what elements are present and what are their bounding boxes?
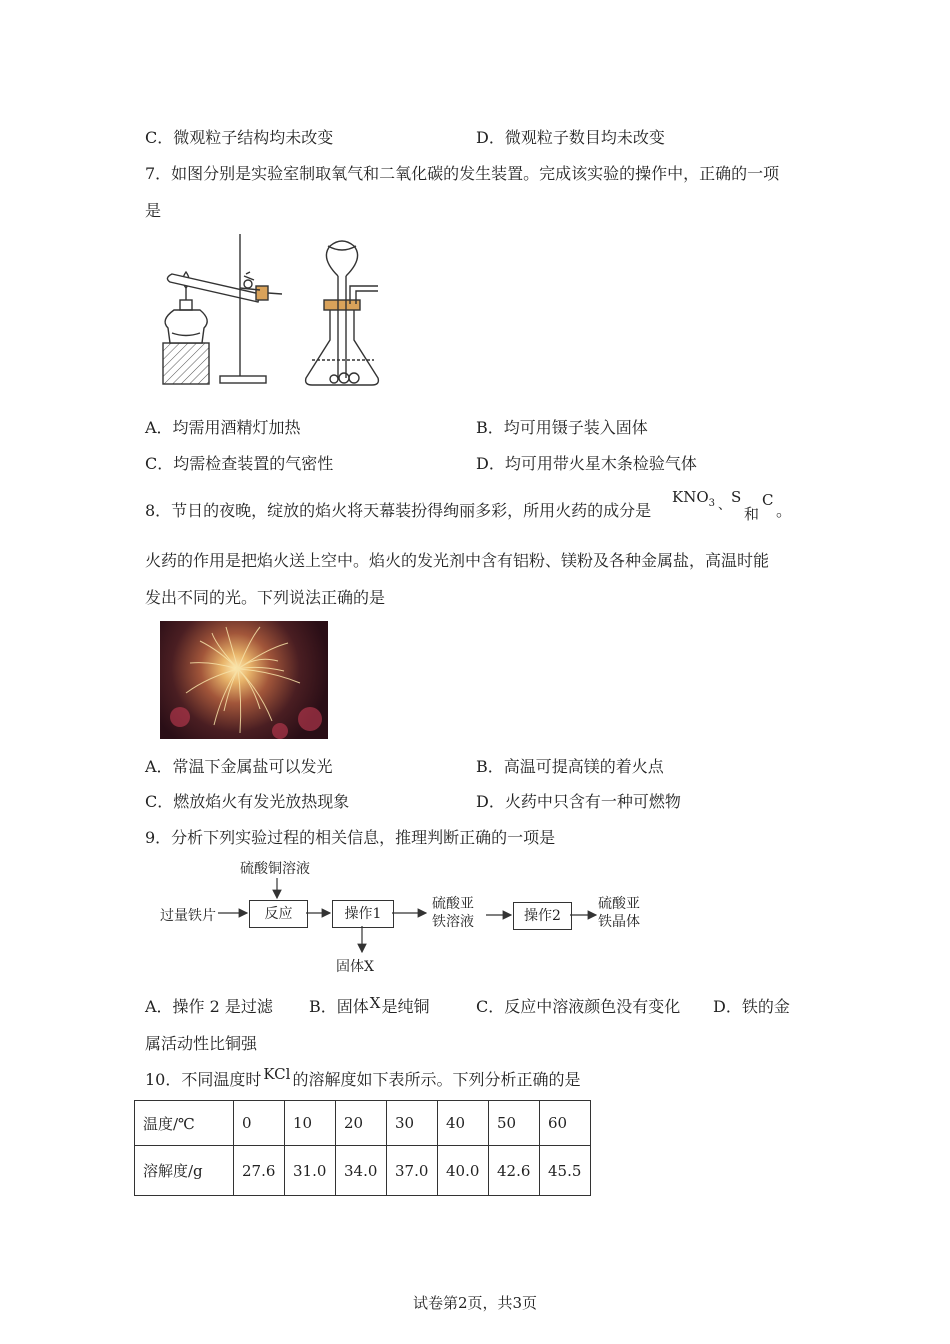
q8-option-d: D．火药中只含有一种可燃物 [476, 792, 681, 811]
table-cell: 40.0 [438, 1146, 489, 1196]
q8-and: 和 [744, 505, 760, 523]
table-cell: 42.6 [489, 1146, 540, 1196]
q9-option-d-part1: D．铁的金 [713, 997, 790, 1016]
table-cell: 60 [540, 1101, 591, 1146]
fireworks-photo [160, 621, 328, 739]
table-cell: 20 [336, 1101, 387, 1146]
flow-start-iron: 过量铁片 [160, 908, 216, 924]
q8-formula-kno3: $KNO_3$ [672, 488, 716, 509]
q8-formula-s: S [731, 488, 742, 506]
flow-mid-line2: 铁溶液 [432, 914, 474, 930]
table-row-label: 温度/℃ [135, 1101, 234, 1146]
table-row-label: 溶解度/g [135, 1146, 234, 1196]
table-cell: 31.0 [285, 1146, 336, 1196]
flow-arrows [150, 870, 670, 970]
q6-option-c: C．微观粒子结构均未改变 [145, 128, 334, 147]
q6-option-d: D．微观粒子数目均未改变 [476, 128, 665, 147]
q7-option-a: A．均需用酒精灯加热 [145, 418, 301, 437]
table-cell: 45.5 [540, 1146, 591, 1196]
q9-option-d-part2: 属活动性比铜强 [145, 1034, 258, 1053]
q7-stem-line1: 7．如图分别是实验室制取氧气和二氧化碳的发生装置。完成该实验的操作中，正确的一项 [145, 164, 780, 183]
table-cell: 10 [285, 1101, 336, 1146]
q7-option-b: B．均可用镊子装入固体 [476, 418, 648, 437]
q7-apparatus-figure [150, 228, 390, 392]
table-cell: 30 [387, 1101, 438, 1146]
flow-box-reaction: 反应 [249, 900, 308, 928]
flow-input-copper-sulfate: 硫酸铜溶液 [240, 861, 310, 877]
table-cell: 50 [489, 1101, 540, 1146]
flow-end-line1: 硫酸亚 [598, 896, 640, 912]
table-cell: 37.0 [387, 1146, 438, 1196]
q8-stem-line1: 8．节日的夜晚，绽放的焰火将天幕装扮得绚丽多彩，所用火药的成分是 [145, 501, 652, 520]
solubility-table [134, 1100, 591, 1196]
q7-option-c: C．均需检查装置的气密性 [145, 454, 334, 473]
q8-separator: 、 [718, 498, 732, 513]
flow-box-operation1: 操作1 [332, 900, 394, 928]
q9-option-c: C．反应中溶液颜色没有变化 [476, 997, 681, 1016]
q7-stem-line2: 是 [145, 201, 162, 220]
table-row-temperature [135, 1101, 591, 1146]
q7-option-d: D．均可用带火星木条检验气体 [476, 454, 697, 473]
q9-option-b: B．固体X是纯铜 [309, 994, 430, 1016]
q8-option-b: B．高温可提高镁的着火点 [476, 757, 664, 776]
q9-option-a: A．操作 2 是过滤 [145, 997, 273, 1016]
flow-solid-x: 固体X [336, 959, 374, 975]
flow-box-operation2: 操作2 [513, 902, 572, 930]
table-cell: 0 [234, 1101, 285, 1146]
q8-formula-c: C [762, 491, 774, 509]
table-cell: 27.6 [234, 1146, 285, 1196]
page-footer: 试卷第2页，共3页 [412, 1294, 538, 1312]
table-row-solubility [135, 1146, 591, 1196]
q8-option-a: A．常温下金属盐可以发光 [145, 757, 333, 776]
flow-mid-line1: 硫酸亚 [432, 896, 474, 912]
q8-stem-line3: 发出不同的光。下列说法正确的是 [145, 588, 386, 607]
q8-stem-line2: 火药的作用是把焰火送上空中。焰火的发光剂中含有铝粉、镁粉及各种金属盐，高温时能 [145, 551, 770, 570]
flow-end-line2: 铁晶体 [598, 914, 640, 930]
q10-stem: 10．不同温度时 KCl 的溶解度如下表所示。下列分析正确的是 [145, 1065, 581, 1089]
q8-option-c: C．燃放焰火有发光放热现象 [145, 792, 350, 811]
table-cell: 34.0 [336, 1146, 387, 1196]
q8-end-mark: 。 [776, 501, 793, 520]
table-cell: 40 [438, 1101, 489, 1146]
q9-stem: 9．分析下列实验过程的相关信息，推理判断正确的一项是 [145, 828, 556, 847]
